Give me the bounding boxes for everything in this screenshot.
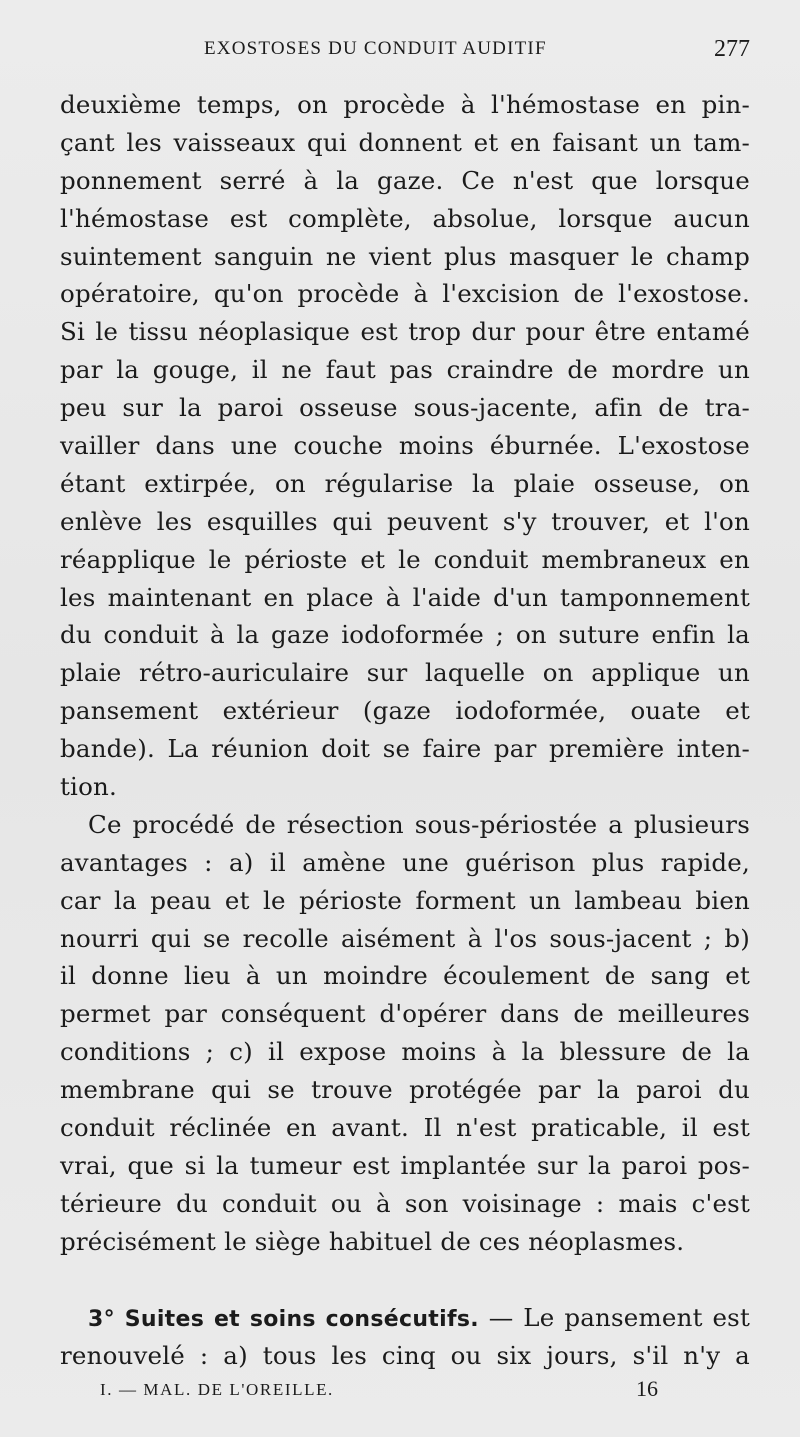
section-heading-line [60, 1299, 750, 1337]
text-line: avantages : a) il amène une guérison plus rapide, [60, 847, 750, 877]
page-number: 277 [714, 36, 750, 62]
text-line: peu sur la paroi osseuse sous-jacente, afin de tra- [60, 393, 750, 423]
text-line: térieure du conduit ou à son voisinage : mais c'est [60, 1188, 750, 1218]
text-line: précisément le siège habituel de ces néoplasmes. [60, 1226, 685, 1256]
text-line: nourri qui se recolle aisément à l'os sous-jacent ; b) [60, 923, 750, 953]
text-line: membrane qui se trouve protégée par la paroi du [60, 1075, 750, 1105]
text-line: vrai, que si la tumeur est implantée sur la paroi pos- [60, 1150, 750, 1180]
text-line: les maintenant en place à l'aide d'un tamponnement [60, 582, 750, 612]
text-line: Si le tissu néoplasique est trop dur pour être entamé [60, 317, 750, 347]
paragraph-2 [60, 806, 750, 1261]
text-line: conditions ; c) il expose moins à la blessure de la [60, 1037, 750, 1067]
text-line: réapplique le périoste et le conduit membraneux en [60, 544, 750, 574]
signature-mark: I. — MAL. DE L'OREILLE. [100, 1380, 334, 1399]
text-line: deuxième temps, on procède à l'hémostase en pin- [60, 90, 750, 119]
body-text [60, 86, 750, 1374]
text-line: étant extirpée, on régularise la plaie osseuse, on [60, 468, 750, 498]
text-line: renouvelé : a) tous les cinq ou six jours, s'il n'y a [60, 1340, 750, 1370]
text-line: plaie rétro-auriculaire sur laquelle on applique un [60, 658, 750, 688]
text-line: pansement extérieur (gaze iodoformée, ouate et [60, 696, 750, 726]
section-3 [60, 1299, 750, 1375]
text-line: suintement sanguin ne vient plus masquer le champ [60, 241, 750, 271]
text-line: bande). La réunion doit se faire par première inten- [60, 734, 750, 764]
sheet-number: 16 [636, 1376, 658, 1401]
paragraph-1 [60, 86, 750, 806]
text-line: conduit réclinée en avant. Il n'est praticable, il est [60, 1113, 750, 1143]
running-title: EXOSTOSES DU CONDUIT AUDITIF [204, 38, 547, 59]
text-line: ponnement serré à la gaze. Ce n'est que lorsque [60, 165, 750, 195]
text-line: il donne lieu à un moindre écoulement de sang et [60, 961, 750, 991]
text-line: l'hémostase est complète, absolue, lorsque aucun [60, 203, 750, 233]
section-heading: 3° Suites et soins consécutifs. [88, 1306, 479, 1332]
text-line: permet par conséquent d'opérer dans de meilleures [60, 999, 750, 1029]
text-line: Ce procédé de résection sous-périostée a plusieurs [88, 809, 750, 839]
text-line: enlève les esquilles qui peuvent s'y trouver, et l'on [60, 506, 750, 536]
section-heading-continuation: — Le pansement est [478, 1302, 750, 1332]
text-line: par la gouge, il ne faut pas craindre de mordre un [60, 355, 750, 385]
page-footer [100, 1376, 658, 1410]
text-line: du conduit à la gaze iodoformée ; on suture enfin la [60, 620, 750, 650]
section-spacer [60, 1261, 750, 1299]
text-line: tion. [60, 772, 117, 802]
page-header [62, 38, 750, 78]
text-line: opératoire, qu'on procède à l'excision de l'exostose. [60, 279, 750, 309]
text-line: çant les vaisseaux qui donnent et en faisant un tam- [60, 127, 750, 157]
text-line: vailler dans une couche moins éburnée. L'exostose [60, 431, 750, 461]
text-line: car la peau et le périoste forment un lambeau bien [60, 885, 750, 915]
